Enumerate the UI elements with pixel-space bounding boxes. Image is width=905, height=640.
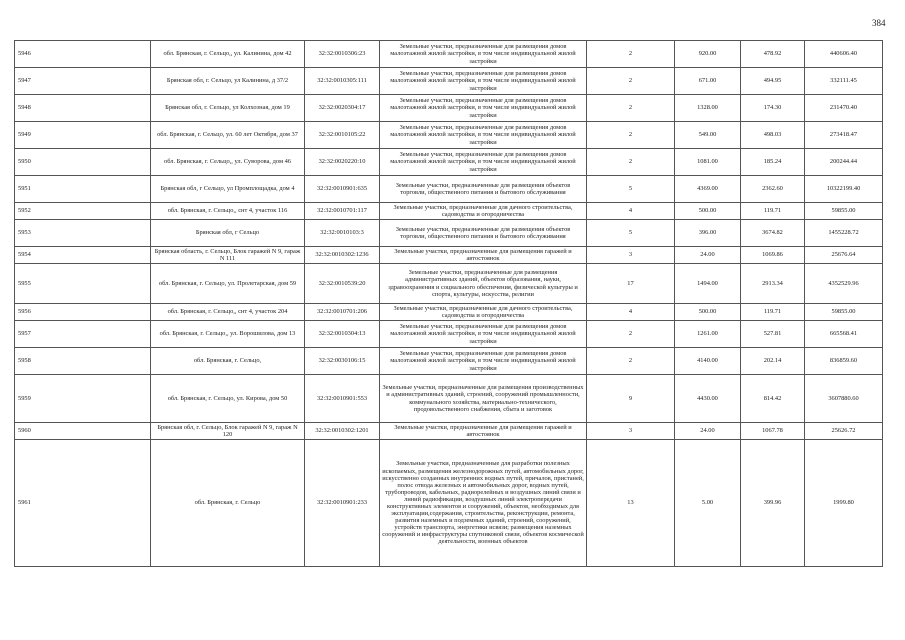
cell-number: 5950 — [15, 149, 151, 176]
table-row — [15, 321, 883, 348]
cell-cadastral-value: 665568.41 — [805, 321, 883, 348]
cell-number: 5958 — [15, 348, 151, 375]
table-row — [15, 176, 883, 203]
table-row — [15, 440, 883, 567]
cell-specific-value: 2913.34 — [741, 264, 805, 304]
cell-cadastral-number: 32:32:0010103:3 — [305, 220, 380, 247]
cell-address: Брянская обл, г. Сельцо, Блок гаражей N 9, гараж N 120 — [151, 423, 305, 440]
cell-land-purpose: Земельные участки, предназначенные для размещения домов малоэтажной жилой застройки, в том числе индивидуальной жилой застройки — [380, 68, 587, 95]
cell-area: 1494.00 — [675, 264, 741, 304]
table-row — [15, 375, 883, 423]
table-row — [15, 264, 883, 304]
cell-land-purpose: Земельные участки, предназначенные для размещения производственных и административных зданий, строений, сооружений промышленности, коммунального хозяйства, материально-технического, продовольственного снабжения, сбыта и заготовок — [380, 375, 587, 423]
cell-land-purpose: Земельные участки, предназначенные для разработки полезных ископаемых, размещения железнодорожных путей, автомобильных дорог, искусственно созданных внутренних водных путей, причалов, пристаней, полос отвода железных и автомобильных дорог, водных путей, трубопроводов, кабельных, радиорелейных и воздушных линий связи и линий радиофикации, воздушных линий электропередачи конструктивных элементов и сооружений, объектов, необходимых для эксплуатации,содержания, строительства, реконструкции, ремонта, развития наземных и подземных зданий, строений, сооружений, устройств транспорта, энергетики исвязи; размещения наземных сооружений и инфраструктуры спутниковой связи, объектов космической деятельности, военных объектов — [380, 440, 587, 567]
table-row — [15, 41, 883, 68]
cell-cadastral-number: 32:32:0030106:15 — [305, 348, 380, 375]
cell-area: 24.00 — [675, 423, 741, 440]
cell-cadastral-number: 32:32:0010701:117 — [305, 203, 380, 220]
cell-number: 5954 — [15, 247, 151, 264]
cell-group: 3 — [587, 423, 675, 440]
cadastral-value-table — [14, 40, 883, 567]
cell-number: 5948 — [15, 95, 151, 122]
cell-number: 5949 — [15, 122, 151, 149]
cell-group: 4 — [587, 203, 675, 220]
cell-cadastral-number: 32:32:0010105:22 — [305, 122, 380, 149]
cell-land-purpose: Земельные участки, предназначенные для размещения объектов торговли, общественного питания и бытового обслуживания — [380, 220, 587, 247]
cell-address: обл. Брянская, г. Сельцо,, ул. Ворошилова, дом 13 — [151, 321, 305, 348]
cell-number: 5952 — [15, 203, 151, 220]
cell-number: 5947 — [15, 68, 151, 95]
cell-land-purpose: Земельные участки, предназначенные для размещения домов малоэтажной жилой застройки, в том числе индивидуальной жилой застройки — [380, 149, 587, 176]
cell-group: 5 — [587, 176, 675, 203]
cell-address: Брянская обл, г Сельцо — [151, 220, 305, 247]
cell-number: 5955 — [15, 264, 151, 304]
table-row — [15, 247, 883, 264]
cell-address: Брянская обл, г Сельцо, ул Промплощадка, дом 4 — [151, 176, 305, 203]
cell-address: обл. Брянская, г. Сельцо, ул. Кирова, дом 50 — [151, 375, 305, 423]
cell-number: 5946 — [15, 41, 151, 68]
cell-cadastral-value: 59855.00 — [805, 203, 883, 220]
cell-group: 9 — [587, 375, 675, 423]
cell-land-purpose: Земельные участки, предназначенные для размещения домов малоэтажной жилой застройки, в том числе индивидуальной жилой застройки — [380, 122, 587, 149]
cell-specific-value: 3674.82 — [741, 220, 805, 247]
cell-number: 5953 — [15, 220, 151, 247]
cell-land-purpose: Земельные участки, предназначенные для размещения домов малоэтажной жилой застройки, в том числе индивидуальной жилой застройки — [380, 321, 587, 348]
cell-cadastral-value: 59855.00 — [805, 304, 883, 321]
table-row — [15, 68, 883, 95]
cell-specific-value: 478.92 — [741, 41, 805, 68]
table-row — [15, 122, 883, 149]
cell-address: Брянская обл, г. Сельцо, ул Калинина, д 37/2 — [151, 68, 305, 95]
cell-cadastral-number: 32:32:0010901:553 — [305, 375, 380, 423]
page-number: 384 — [872, 18, 886, 28]
cell-land-purpose: Земельные участки, предназначенные для размещения домов малоэтажной жилой застройки, в том числе индивидуальной жилой застройки — [380, 348, 587, 375]
cell-address: обл. Брянская, г. Сельцо, ул. Пролетарская, дом 59 — [151, 264, 305, 304]
cell-number: 5960 — [15, 423, 151, 440]
cell-group: 4 — [587, 304, 675, 321]
cell-cadastral-number: 32:32:0010305:111 — [305, 68, 380, 95]
cell-area: 5.00 — [675, 440, 741, 567]
cell-group: 17 — [587, 264, 675, 304]
cell-land-purpose: Земельные участки, предназначенные для размещения объектов торговли, общественного питания и бытового обслуживания — [380, 176, 587, 203]
cell-cadastral-number: 32:32:0020220:10 — [305, 149, 380, 176]
cell-address: обл. Брянская, г. Сельцо,, снт 4, участок 204 — [151, 304, 305, 321]
cell-cadastral-value: 1999.80 — [805, 440, 883, 567]
cell-area: 4369.00 — [675, 176, 741, 203]
cell-number: 5951 — [15, 176, 151, 203]
table-body — [15, 41, 883, 567]
cell-specific-value: 119.71 — [741, 304, 805, 321]
cell-cadastral-number: 32:32:0010539:20 — [305, 264, 380, 304]
cell-specific-value: 527.81 — [741, 321, 805, 348]
cell-cadastral-value: 4352529.96 — [805, 264, 883, 304]
cell-land-purpose: Земельные участки, предназначенные для размещения гаражей и автостоянок — [380, 247, 587, 264]
cell-number: 5961 — [15, 440, 151, 567]
cell-specific-value: 202.14 — [741, 348, 805, 375]
cell-address: обл. Брянская, г. Сельцо, — [151, 348, 305, 375]
cell-group: 13 — [587, 440, 675, 567]
cell-group: 2 — [587, 149, 675, 176]
cell-group: 3 — [587, 247, 675, 264]
cell-cadastral-number: 32:32:0020304:17 — [305, 95, 380, 122]
table-row — [15, 203, 883, 220]
cell-address: обл. Брянская, г. Сельцо — [151, 440, 305, 567]
cell-address: обл. Брянская, г. Сельцо,, ул. Суворова, дом 46 — [151, 149, 305, 176]
cell-group: 2 — [587, 321, 675, 348]
cell-cadastral-value: 273418.47 — [805, 122, 883, 149]
cell-address: обл. Брянская, г. Сельцо, ул. 60 лет Октября, дом 37 — [151, 122, 305, 149]
cell-cadastral-number: 32:32:0010306:23 — [305, 41, 380, 68]
cell-cadastral-value: 25676.64 — [805, 247, 883, 264]
cell-area: 549.00 — [675, 122, 741, 149]
cell-land-purpose: Земельные участки, предназначенные для дачного строительства, садоводства и огородничества — [380, 203, 587, 220]
cell-address: Брянская обл, г. Сельцо, ул Колхозная, дом 19 — [151, 95, 305, 122]
cell-specific-value: 399.96 — [741, 440, 805, 567]
cell-specific-value: 498.03 — [741, 122, 805, 149]
cell-cadastral-value: 332111.45 — [805, 68, 883, 95]
cell-cadastral-number: 32:32:0010701:206 — [305, 304, 380, 321]
table-row — [15, 95, 883, 122]
cell-area: 671.00 — [675, 68, 741, 95]
cell-area: 500.00 — [675, 304, 741, 321]
cell-number: 5957 — [15, 321, 151, 348]
cell-area: 1328.00 — [675, 95, 741, 122]
cell-group: 2 — [587, 122, 675, 149]
cell-land-purpose: Земельные участки, предназначенные для размещения домов малоэтажной жилой застройки, в том числе индивидуальной жилой застройки — [380, 95, 587, 122]
table-row — [15, 220, 883, 247]
cell-specific-value: 2362.60 — [741, 176, 805, 203]
cell-cadastral-value: 10322199.40 — [805, 176, 883, 203]
table-row — [15, 149, 883, 176]
cell-specific-value: 494.95 — [741, 68, 805, 95]
cell-area: 4430.00 — [675, 375, 741, 423]
cell-area: 24.00 — [675, 247, 741, 264]
cell-specific-value: 1069.86 — [741, 247, 805, 264]
table-row — [15, 348, 883, 375]
cell-group: 2 — [587, 348, 675, 375]
cell-cadastral-number: 32:32:0010901:233 — [305, 440, 380, 567]
cell-group: 5 — [587, 220, 675, 247]
cell-area: 1081.00 — [675, 149, 741, 176]
cell-specific-value: 119.71 — [741, 203, 805, 220]
table-row — [15, 423, 883, 440]
cell-group: 2 — [587, 41, 675, 68]
cell-address: обл. Брянская, г. Сельцо,, снт 4, участок 116 — [151, 203, 305, 220]
cell-area: 1261.00 — [675, 321, 741, 348]
cell-address: Брянская область, г. Сельцо, Блок гаражей N 9, гараж N 111 — [151, 247, 305, 264]
cell-cadastral-value: 25626.72 — [805, 423, 883, 440]
cell-specific-value: 1067.78 — [741, 423, 805, 440]
cell-area: 396.00 — [675, 220, 741, 247]
cell-cadastral-number: 32:32:0010302:1201 — [305, 423, 380, 440]
cell-cadastral-number: 32:32:0010302:1236 — [305, 247, 380, 264]
cell-land-purpose: Земельные участки, предназначенные для размещения гаражей и автостоянок — [380, 423, 587, 440]
cell-land-purpose: Земельные участки, предназначенные для дачного строительства, садоводства и огородничества — [380, 304, 587, 321]
cell-specific-value: 174.30 — [741, 95, 805, 122]
cell-address: обл. Брянская, г. Сельцо,, ул. Калинина, дом 42 — [151, 41, 305, 68]
cell-cadastral-number: 32:32:0010901:635 — [305, 176, 380, 203]
cell-group: 2 — [587, 95, 675, 122]
cell-specific-value: 185.24 — [741, 149, 805, 176]
cell-cadastral-value: 200244.44 — [805, 149, 883, 176]
cell-cadastral-value: 1455228.72 — [805, 220, 883, 247]
cell-cadastral-value: 231470.40 — [805, 95, 883, 122]
cell-cadastral-value: 3607880.60 — [805, 375, 883, 423]
cell-cadastral-value: 836859.60 — [805, 348, 883, 375]
cell-number: 5959 — [15, 375, 151, 423]
cell-area: 4140.00 — [675, 348, 741, 375]
cell-area: 500.00 — [675, 203, 741, 220]
cell-cadastral-value: 440606.40 — [805, 41, 883, 68]
cell-group: 2 — [587, 68, 675, 95]
cell-cadastral-number: 32:32:0010304:13 — [305, 321, 380, 348]
table-row — [15, 304, 883, 321]
cell-land-purpose: Земельные участки, предназначенные для размещения административных зданий, объектов образования, науки, здравоохранения и социального обеспечения, физической культуры и спорта, культуры, искусства, религии — [380, 264, 587, 304]
cell-specific-value: 814.42 — [741, 375, 805, 423]
cell-land-purpose: Земельные участки, предназначенные для размещения домов малоэтажной жилой застройки, в том числе индивидуальной жилой застройки — [380, 41, 587, 68]
cell-number: 5956 — [15, 304, 151, 321]
cell-area: 920.00 — [675, 41, 741, 68]
